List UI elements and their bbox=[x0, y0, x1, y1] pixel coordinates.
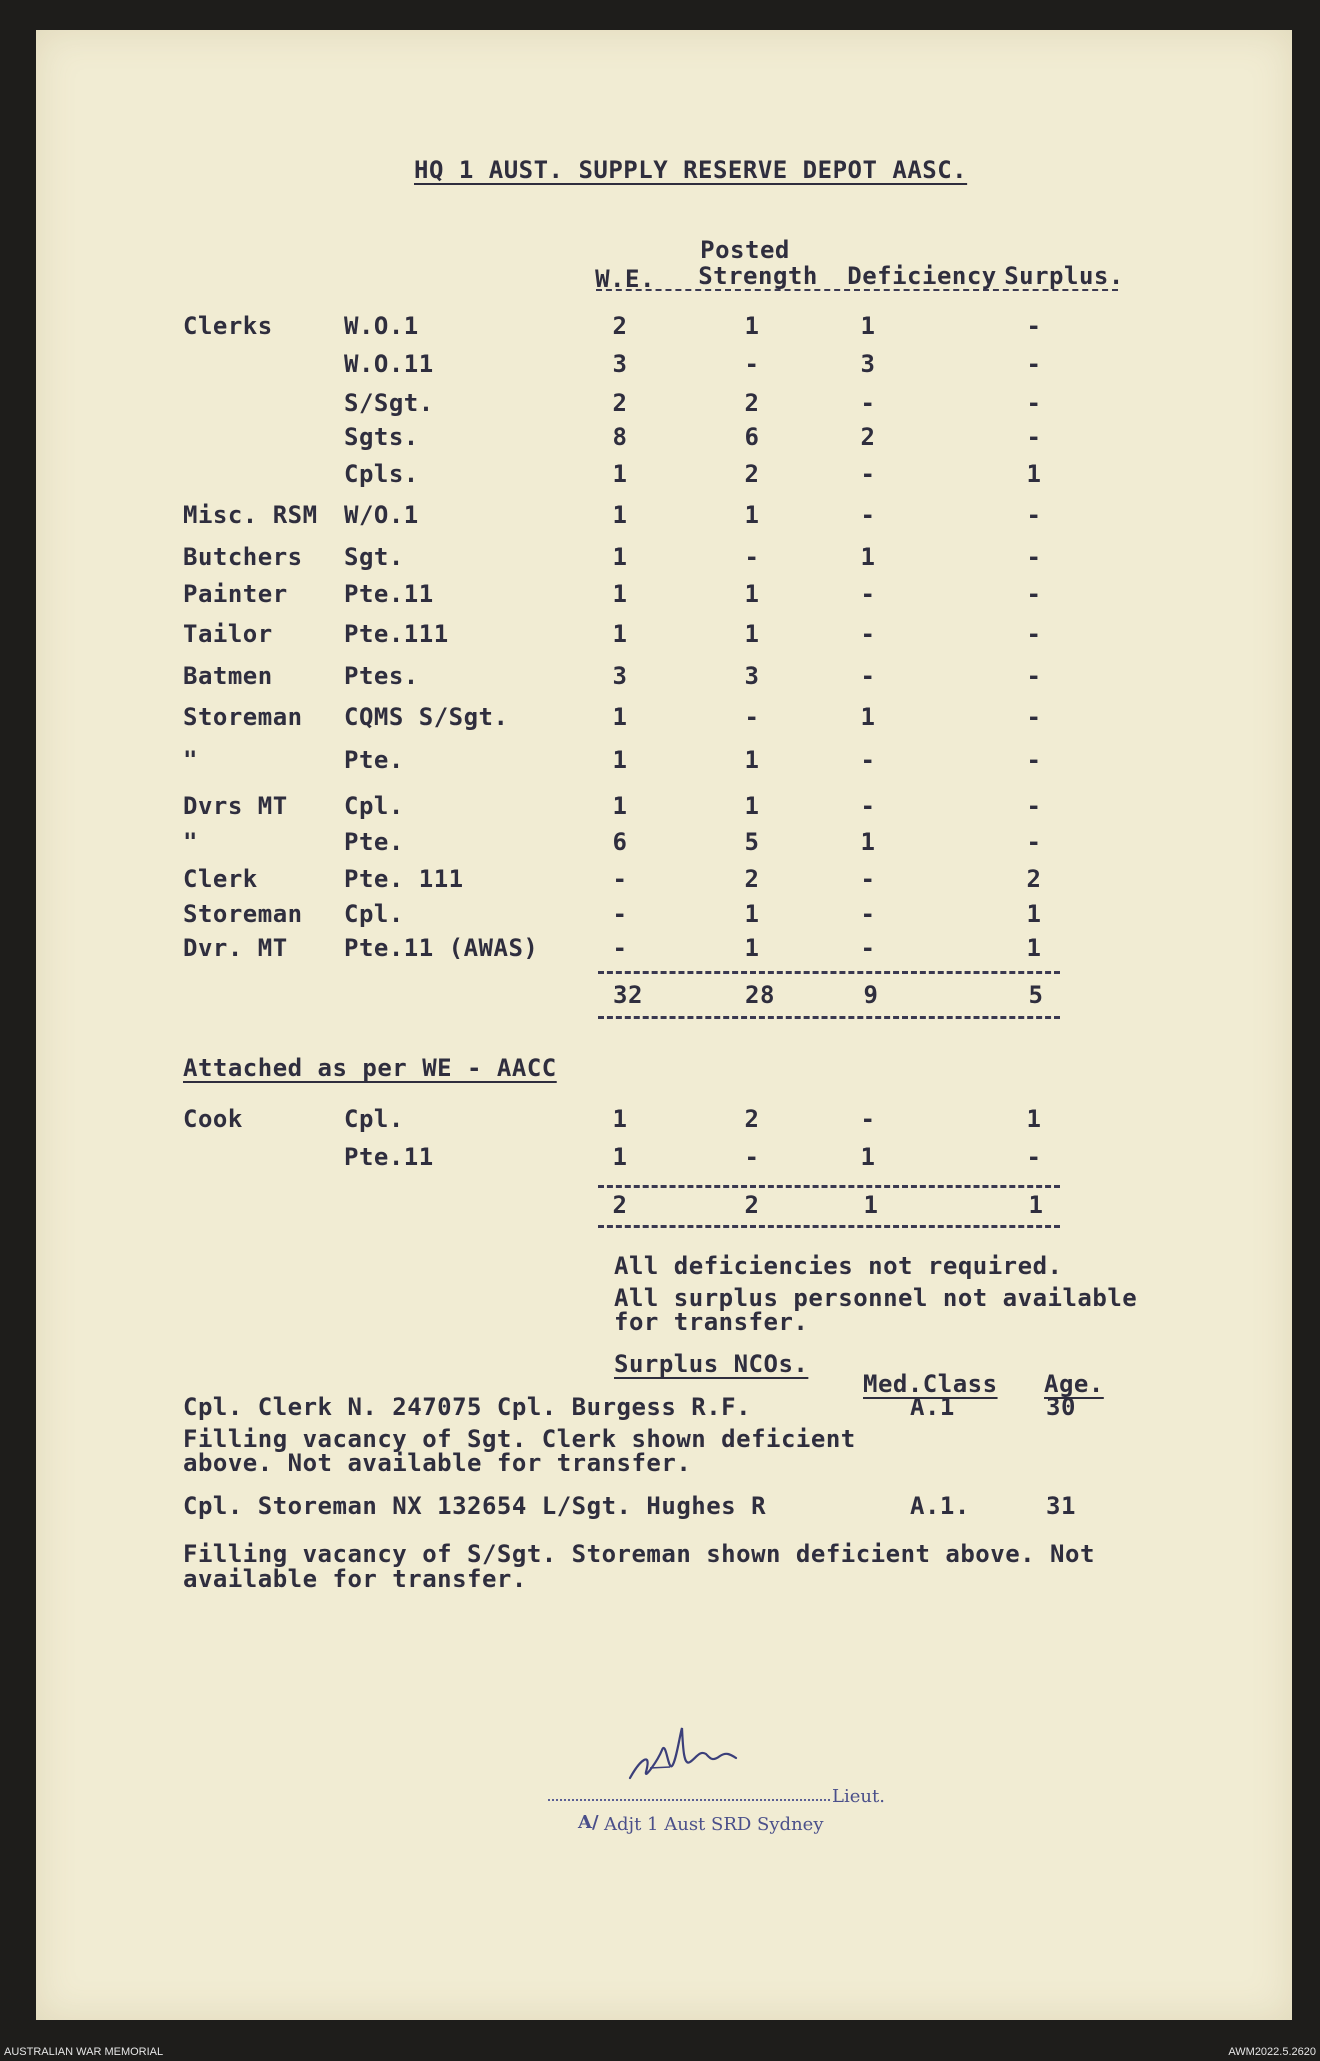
table-row-surplus: - bbox=[1026, 543, 1042, 571]
table-row-posted: 5 bbox=[744, 828, 760, 856]
column-header-we: W.E. bbox=[595, 265, 655, 293]
table-row-we: 3 bbox=[612, 350, 628, 378]
table-row-posted: 1 bbox=[744, 746, 760, 774]
footer-item-id: AWM2022.5.2620 bbox=[1228, 2046, 1316, 2058]
table-row-deficiency: - bbox=[860, 934, 876, 962]
table-row-we: 1 bbox=[612, 792, 628, 820]
table-row-we: 1 bbox=[612, 543, 628, 571]
table-row-posted: - bbox=[744, 350, 760, 378]
table-row-surplus: - bbox=[1026, 501, 1042, 529]
table-row-surplus: - bbox=[1026, 389, 1042, 417]
table-row-we: - bbox=[612, 934, 628, 962]
table-row-we: - bbox=[612, 865, 628, 893]
table-row-posted: 1 bbox=[744, 900, 760, 928]
table-row-we: 2 bbox=[612, 312, 628, 340]
table-row-trade: Dvr. MT bbox=[183, 934, 288, 962]
table-row-rank: Cpl. bbox=[344, 792, 404, 820]
table-row-deficiency: - bbox=[860, 865, 876, 893]
table-row-posted: 1 bbox=[744, 312, 760, 340]
note-deficiencies: All deficiencies not required. bbox=[614, 1252, 1063, 1280]
table-row-trade: Dvrs MT bbox=[183, 792, 288, 820]
attached-totals-bottom-rule bbox=[598, 1225, 1060, 1228]
table-row-trade: " bbox=[183, 746, 198, 774]
table-row-we: 1 bbox=[612, 620, 628, 648]
note-surplus-line2: for transfer. bbox=[614, 1308, 809, 1336]
signature-prefix: A/ bbox=[578, 1812, 599, 1833]
table-row-surplus: 1 bbox=[1026, 934, 1042, 962]
table-row-surplus: 1 bbox=[1026, 460, 1042, 488]
table-row-deficiency: - bbox=[860, 900, 876, 928]
table-row-we: 8 bbox=[612, 423, 628, 451]
table-row-posted: 2 bbox=[744, 865, 760, 893]
signature-role: Adjt 1 Aust SRD Sydney bbox=[604, 1814, 824, 1835]
surplus-nco-1: Cpl. Clerk N. 247075 Cpl. Burgess R.F. bbox=[183, 1393, 752, 1421]
attached-total-we: 2 bbox=[612, 1191, 628, 1219]
table-row-deficiency: 3 bbox=[860, 350, 876, 378]
surplus-nco-1-age: 30 bbox=[1046, 1393, 1076, 1421]
table-row-surplus: - bbox=[1026, 350, 1042, 378]
table-row-posted: - bbox=[744, 703, 760, 731]
table-row-we: 3 bbox=[612, 662, 628, 690]
attached-row-surplus: 1 bbox=[1026, 1105, 1042, 1133]
surplus-nco-1-note-line2: above. Not available for transfer. bbox=[183, 1449, 692, 1477]
attached-totals-top-rule bbox=[598, 1185, 1060, 1188]
attached-row-posted: - bbox=[744, 1143, 760, 1171]
table-row-rank: W.O.1 bbox=[344, 312, 419, 340]
surplus-nco-2-med-class: A.1. bbox=[910, 1492, 970, 1520]
table-row-posted: 6 bbox=[744, 423, 760, 451]
attached-row-we: 1 bbox=[612, 1143, 628, 1171]
table-row-rank: Cpl. bbox=[344, 900, 404, 928]
attached-row-rank: Cpl. bbox=[344, 1105, 404, 1133]
header-underline bbox=[596, 289, 1118, 291]
table-row-surplus: - bbox=[1026, 746, 1042, 774]
totals-top-rule bbox=[598, 971, 1060, 974]
table-row-deficiency: - bbox=[860, 580, 876, 608]
note-surplus-line1: All surplus personnel not available bbox=[614, 1284, 1138, 1312]
table-row-posted: 2 bbox=[744, 389, 760, 417]
table-row-deficiency: - bbox=[860, 389, 876, 417]
table-row-we: 2 bbox=[612, 389, 628, 417]
table-row-rank: Sgt. bbox=[344, 543, 404, 571]
table-row-posted: 1 bbox=[744, 620, 760, 648]
surplus-nco-2: Cpl. Storeman NX 132654 L/Sgt. Hughes R bbox=[183, 1492, 767, 1520]
table-row-rank: Ptes. bbox=[344, 662, 419, 690]
total-deficiency: 9 bbox=[863, 981, 879, 1009]
attached-total-surplus: 1 bbox=[1028, 1191, 1044, 1219]
surplus-nco-2-note-line1: Filling vacancy of S/Sgt. Storeman shown deficient above. Not bbox=[183, 1540, 1095, 1568]
table-row-surplus: - bbox=[1026, 703, 1042, 731]
table-row-rank: Pte. bbox=[344, 828, 404, 856]
surplus-nco-1-note-line1: Filling vacancy of Sgt. Clerk shown deficient bbox=[183, 1425, 856, 1453]
table-row-trade: Clerks bbox=[183, 312, 273, 340]
attached-row-posted: 2 bbox=[744, 1105, 760, 1133]
attached-row-deficiency: 1 bbox=[860, 1143, 876, 1171]
table-row-surplus: - bbox=[1026, 620, 1042, 648]
table-row-rank: CQMS S/Sgt. bbox=[344, 703, 509, 731]
age-header: Age. bbox=[1044, 1370, 1104, 1398]
document-title: HQ 1 AUST. SUPPLY RESERVE DEPOT AASC. bbox=[414, 156, 968, 184]
attached-row-surplus: - bbox=[1026, 1143, 1042, 1171]
totals-bottom-rule bbox=[598, 1016, 1060, 1019]
table-row-deficiency: 1 bbox=[860, 703, 876, 731]
table-row-deficiency: - bbox=[860, 501, 876, 529]
table-row-surplus: - bbox=[1026, 828, 1042, 856]
surplus-nco-2-note-line2: available for transfer. bbox=[183, 1565, 527, 1593]
footer-archive-name: AUSTRALIAN WAR MEMORIAL bbox=[4, 2046, 164, 2058]
table-row-posted: 2 bbox=[744, 460, 760, 488]
table-row-we: 1 bbox=[612, 703, 628, 731]
table-row-surplus: - bbox=[1026, 580, 1042, 608]
table-row-deficiency: - bbox=[860, 792, 876, 820]
attached-total-posted: 2 bbox=[744, 1191, 760, 1219]
table-row-we: 1 bbox=[612, 501, 628, 529]
table-row-rank: Pte. bbox=[344, 746, 404, 774]
table-row-trade: Clerk bbox=[183, 865, 258, 893]
column-header-deficiency: Deficiency bbox=[847, 262, 997, 290]
column-header-strength: Strength bbox=[698, 262, 818, 290]
surplus-ncos-heading: Surplus NCOs. bbox=[614, 1350, 809, 1378]
table-row-surplus: 2 bbox=[1026, 865, 1042, 893]
attached-row-deficiency: - bbox=[860, 1105, 876, 1133]
table-row-surplus: - bbox=[1026, 792, 1042, 820]
table-row-surplus: 1 bbox=[1026, 900, 1042, 928]
table-row-deficiency: - bbox=[860, 460, 876, 488]
table-row-surplus: - bbox=[1026, 423, 1042, 451]
attached-row-rank: Pte.11 bbox=[344, 1143, 434, 1171]
table-row-we: 1 bbox=[612, 746, 628, 774]
surplus-nco-2-age: 31 bbox=[1046, 1492, 1076, 1520]
table-row-rank: S/Sgt. bbox=[344, 389, 434, 417]
total-we: 32 bbox=[613, 981, 643, 1009]
table-row-posted: 1 bbox=[744, 934, 760, 962]
table-row-we: 1 bbox=[612, 460, 628, 488]
table-row-rank: W.O.11 bbox=[344, 350, 434, 378]
table-row-trade: Butchers bbox=[183, 543, 303, 571]
table-row-trade: " bbox=[183, 828, 198, 856]
table-row-trade: Misc. RSM bbox=[183, 501, 318, 529]
attached-row-trade: Cook bbox=[183, 1105, 243, 1133]
table-row-deficiency: - bbox=[860, 746, 876, 774]
total-surplus: 5 bbox=[1028, 981, 1044, 1009]
table-row-posted: - bbox=[744, 543, 760, 571]
table-row-deficiency: - bbox=[860, 662, 876, 690]
med-class-header: Med.Class bbox=[863, 1370, 998, 1398]
table-row-we: 6 bbox=[612, 828, 628, 856]
table-row-posted: 1 bbox=[744, 580, 760, 608]
attached-heading: Attached as per WE - AACC bbox=[183, 1054, 557, 1082]
table-row-deficiency: 1 bbox=[860, 828, 876, 856]
column-header-posted: Posted bbox=[700, 236, 790, 264]
table-row-trade: Storeman bbox=[183, 900, 303, 928]
column-header-surplus: Surplus. bbox=[1004, 262, 1124, 290]
table-row-trade: Tailor bbox=[183, 620, 273, 648]
total-posted: 28 bbox=[745, 981, 775, 1009]
signature-rank: Lieut. bbox=[832, 1786, 885, 1807]
table-row-rank: Cpls. bbox=[344, 460, 419, 488]
table-row-rank: Pte.11 (AWAS) bbox=[344, 934, 539, 962]
table-row-surplus: - bbox=[1026, 662, 1042, 690]
table-row-rank: Sgts. bbox=[344, 423, 419, 451]
table-row-deficiency: 1 bbox=[860, 543, 876, 571]
table-row-posted: 3 bbox=[744, 662, 760, 690]
attached-total-deficiency: 1 bbox=[863, 1191, 879, 1219]
table-row-rank: Pte. 111 bbox=[344, 865, 464, 893]
table-row-rank: Pte.111 bbox=[344, 620, 449, 648]
table-row-we: - bbox=[612, 900, 628, 928]
table-row-trade: Batmen bbox=[183, 662, 273, 690]
table-row-rank: Pte.11 bbox=[344, 580, 434, 608]
table-row-surplus: - bbox=[1026, 312, 1042, 340]
table-row-trade: Storeman bbox=[183, 703, 303, 731]
table-row-trade: Painter bbox=[183, 580, 288, 608]
table-row-posted: 1 bbox=[744, 792, 760, 820]
signature-line bbox=[548, 1799, 830, 1801]
table-row-posted: 1 bbox=[744, 501, 760, 529]
table-row-we: 1 bbox=[612, 580, 628, 608]
handwritten-signature bbox=[610, 1720, 750, 1790]
attached-row-we: 1 bbox=[612, 1105, 628, 1133]
table-row-deficiency: - bbox=[860, 620, 876, 648]
surplus-nco-1-med-class: A.1 bbox=[910, 1393, 955, 1421]
table-row-deficiency: 1 bbox=[860, 312, 876, 340]
table-row-deficiency: 2 bbox=[860, 423, 876, 451]
table-row-rank: W/O.1 bbox=[344, 501, 419, 529]
